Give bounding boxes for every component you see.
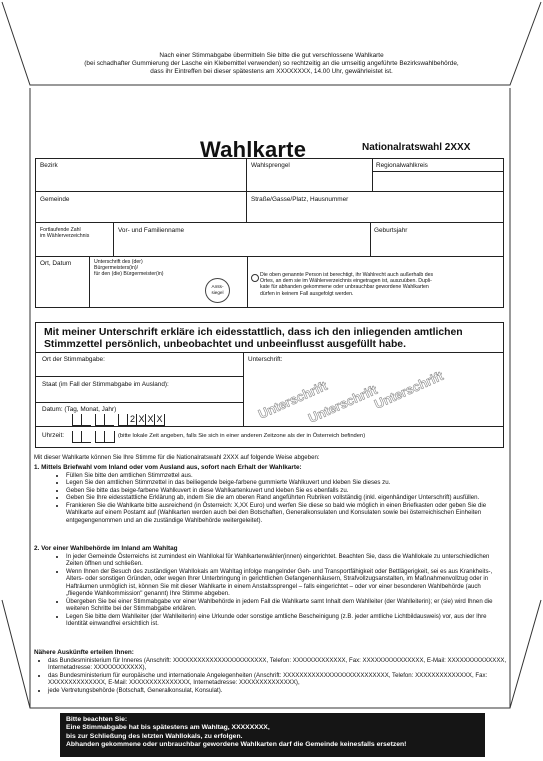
row-divider bbox=[35, 402, 243, 403]
notice-line-4: Abhanden gekommene oder unbrauchbar gewordene Wahlkarten darf die Gemeinde keinesfalls ersetzen! bbox=[66, 741, 407, 749]
row-divider bbox=[35, 191, 504, 192]
top-notice-line-3: dass ihr Eintreffen bei dieser spätestens am XXXXXXXX, 14.00 Uhr, gewährleistet ist. bbox=[150, 68, 393, 76]
top-return-notice bbox=[40, 52, 503, 77]
signature-field[interactable] bbox=[244, 353, 503, 425]
declaration-statement bbox=[44, 327, 504, 351]
list-item: • In jeder Gemeinde Österreichs ist zumindest ein Wahllokal für Wahlkartenwähler(innen) eingerichtet. Beachten Sie, dass die Wahllokale zu unterschiedlichen Zeiten öffnen und schließen. bbox=[66, 553, 508, 568]
list-item: • Legen Sie bitte dem Wahlleiter (der Wahlleiterin) eine Urkunde oder sonstige amtliche Bescheinigung (z.B. jeder amtliche Lichtbildausweis) vor, aus der Ihre Identität einwandfrei ersichtlich ist. bbox=[66, 613, 508, 628]
col-divider bbox=[370, 222, 371, 256]
unterschrift-label: Unterschrift: bbox=[248, 356, 283, 363]
uhrzeit-label: Uhrzeit: bbox=[42, 432, 65, 439]
instructions-section-2 bbox=[34, 545, 508, 628]
note-line-1: Die oben genannte Person ist berechtigt, ihr Wahlrecht auch außerhalb des bbox=[260, 272, 434, 278]
name-label: Vor- und Familienname bbox=[118, 227, 185, 234]
amtssiegel-seal bbox=[205, 278, 230, 303]
col-divider bbox=[247, 256, 248, 308]
section-1-title: 1. Mittels Briefwahl vom Inland oder vom Ausland aus, sofort nach Erhalt der Wahlkarte: bbox=[34, 464, 302, 471]
bottom-important-notice bbox=[60, 713, 485, 757]
page-title: Wahlkarte bbox=[200, 137, 307, 162]
row-divider bbox=[35, 376, 243, 377]
notice-line-2: Eine Stimmabgabe hat bis spätestens am Wahltag, XXXXXXXX, bbox=[66, 724, 270, 732]
list-item: • das Bundesministerium für europäische und internationale Angelegenheiten (Anschrift: XXXXXXXXXXXXXXXXXXXXXXXXXX, Telefon: XXXXXXXXXXXXXX, Fax: XXXXXXXXXXXXXX, E-Mail: XXXXXXXXXXXXXXX, Internetadresse: XXXXXXXXXXXXXX), bbox=[48, 672, 508, 687]
row-divider bbox=[35, 222, 504, 223]
bm-line-3: für den (die) Bürgermeister(in) bbox=[94, 271, 164, 278]
notice-line-1: Bitte beachten Sie: bbox=[66, 716, 128, 723]
date-digit-box[interactable] bbox=[104, 414, 114, 426]
contact-title: Nähere Auskünfte erteilen Ihnen: bbox=[34, 649, 134, 656]
note-line-2: Ortes, an dem sie im Wählerverzeichnis eingetragen ist, auszuüben. Dupli- bbox=[260, 278, 432, 285]
bm-line-1: Unterschrift des (der) bbox=[94, 259, 143, 265]
bezirk-label: Bezirk bbox=[40, 162, 58, 169]
year-digit-fixed: 2 bbox=[127, 414, 137, 426]
instructions-section-1 bbox=[34, 464, 508, 524]
note-line-4: dürfen in keinem Fall ausgefolgt werden. bbox=[260, 290, 354, 297]
eligibility-note bbox=[260, 272, 502, 297]
year-digit-x: X bbox=[154, 414, 165, 426]
instructions-intro: Mit dieser Wahlkarte können Sie Ihre Stimme für die Nationalratswahl 2XXX auf folgende Weise abgeben: bbox=[34, 454, 320, 461]
year-digit-x: X bbox=[145, 414, 155, 426]
row-divider bbox=[35, 426, 504, 427]
notice-line-3: bis zur Schließung des letzten Wahllokals, zu erfolgen. bbox=[66, 732, 243, 740]
geburtsjahr-label: Geburtsjahr bbox=[374, 227, 408, 234]
laufende-zahl-line-2: im Wählerverzeichnis bbox=[40, 233, 90, 240]
signature-watermark: Unterschrift bbox=[306, 382, 380, 426]
row-divider bbox=[35, 256, 504, 257]
bm-line-2: Bürgermeisters(in)/ bbox=[94, 265, 139, 272]
list-item: • Frankieren Sie die Wahlkarte bitte ausreichend (in Österreich: X,XX Euro) und werfen Sie diese so bald wie möglich in einen Briefkasten oder geben Sie die Wahlkarte auf einem Postamt auf (Wahlkarten werden auch bei den Botschaften, Generalkonsulaten und Konsulaten sowie bei österreichischen Einheiten entgegengenommen und an die zuständige Wahlbehörde weitergeleitet). bbox=[66, 502, 508, 525]
top-notice-line-1: Nach einer Stimmabgabe übermitteln Sie bitte die gut verschlossene Wahlkarte bbox=[159, 52, 384, 59]
laufende-zahl-label bbox=[40, 227, 89, 239]
col-divider bbox=[246, 158, 247, 222]
seal-line-1: Amts- bbox=[211, 284, 224, 289]
date-digit-box[interactable] bbox=[81, 414, 91, 426]
list-item: • Füllen Sie bitte den amtlichen Stimmzettel aus. bbox=[66, 472, 508, 480]
buergermeister-signature-label bbox=[94, 259, 163, 278]
info-icon bbox=[251, 274, 259, 282]
ort-datum-label: Ort, Datum bbox=[40, 260, 72, 267]
note-line-3: kate für abhanden gekommene oder unbrauchbar gewordene Wahlkarten bbox=[260, 284, 429, 291]
declaration-line-2: Stimmzettel persönlich, unbeobachtet und unbeeinflusst ausgefüllt habe. bbox=[44, 339, 406, 350]
seal-line-2: siegel bbox=[211, 289, 224, 295]
wahlsprengel-label: Wahlsprengel bbox=[251, 162, 290, 169]
staat-label: Staat (im Fall der Stimmabgabe im Ausland): bbox=[42, 381, 169, 388]
time-digit-box[interactable] bbox=[104, 431, 115, 443]
contact-information bbox=[34, 649, 508, 694]
list-item: • Übergeben Sie bei einer Stimmabgabe vor einer Wahlbehörde in jedem Fall die Wahlkarte samt Inhalt dem Wahlleiter (der Wahlleiterin); er (sie) wird Ihnen die weiteren Schritte bei der Stimmabgabe erklären. bbox=[66, 598, 508, 613]
signature-watermark: Unterschrift bbox=[372, 368, 446, 412]
list-item: • das Bundesministerium für Inneres (Anschrift: XXXXXXXXXXXXXXXXXXXXXXX, Telefon: XXXXXXXXXXXXX, Fax: XXXXXXXXXXXXXXX, E-Mail: XXXXXXXXXXXXXX, Internetadresse: XXXXXXXXXXXX), bbox=[48, 657, 508, 672]
datum-label: Datum: (Tag, Monat, Jahr) bbox=[42, 406, 117, 413]
list-item: • Wenn Ihnen der Besuch des zuständigen Wahllokals am Wahltag infolge mangelnder Geh- und Transportfähigkeit oder Bettlägerigkeit, sei es aus Krankheits-, Alters- oder sonstigen Gründen, oder wegen Ihrer Unterbringung in gerichtlichen Gefangenenhäusern, Strafvollzugsanstalten, im Maßnahmenvollzug oder in Hafträumen unmöglich ist, können Sie mit dieser Wahlkarte in einem Anstaltssprengel – falls eingerichtet – oder vor einer besonderen Wahlbehörde (auch „fliegende Wahlkommission" genannt) Ihre Stimme abgeben. bbox=[66, 568, 508, 598]
section-2-title: 2. Vor einer Wahlbehörde im Inland am Wahltag bbox=[34, 545, 178, 552]
election-subtitle: Nationalratswahl 2XXX bbox=[362, 142, 471, 153]
time-digit-box[interactable] bbox=[81, 431, 91, 443]
col-divider bbox=[89, 256, 90, 308]
strasse-label: Straße/Gasse/Platz, Hausnummer bbox=[251, 196, 349, 203]
year-digit-x: X bbox=[136, 414, 146, 426]
list-item: • Geben Sie bitte das beige-farbene Wahlkuvert in diese Wahlkartenkuvert und kleben Sie es ebenfalls zu. bbox=[66, 487, 508, 495]
list-item: • Geben Sie Ihre eidesstattliche Erklärung ab, indem Sie die am oberen Rand angeführten Rubriken vollständig (inkl. eigenhändiger Unterschrift) ausfüllen. bbox=[66, 494, 508, 502]
list-item: • jede Vertretungsbehörde (Botschaft, Generalkonsulat, Konsulat). bbox=[48, 687, 508, 695]
top-notice-line-2: (bei schadhafter Gummierung der Lasche ein Klebemittel verwenden) so rechtzeitig an die umseitig angeführte Bezirkswahlbehörde, bbox=[84, 60, 459, 68]
col-divider bbox=[113, 222, 114, 256]
declaration-line-1: Mit meiner Unterschrift erkläre ich eidesstattlich, dass ich den inliegenden amtlichen bbox=[44, 327, 463, 338]
gemeinde-label: Gemeinde bbox=[40, 196, 70, 203]
ort-stimmabgabe-label: Ort der Stimmabgabe: bbox=[42, 356, 105, 363]
regionalwahlkreis-label: Regionalwahlkreis bbox=[376, 162, 428, 169]
signature-watermark: Unterschrift bbox=[256, 378, 330, 422]
uhrzeit-hint: (bitte lokale Zeit angeben, falls Sie sich in einer anderen Zeitzone als der in Österreich befinden) bbox=[118, 433, 366, 439]
list-item: • Legen Sie den amtlichen Stimmzettel in das beiliegende beige-farbene gummierte Wahlkuvert und kleben Sie dieses zu. bbox=[66, 479, 508, 487]
laufende-zahl-line-1: Fortlaufende Zahl bbox=[40, 227, 81, 233]
